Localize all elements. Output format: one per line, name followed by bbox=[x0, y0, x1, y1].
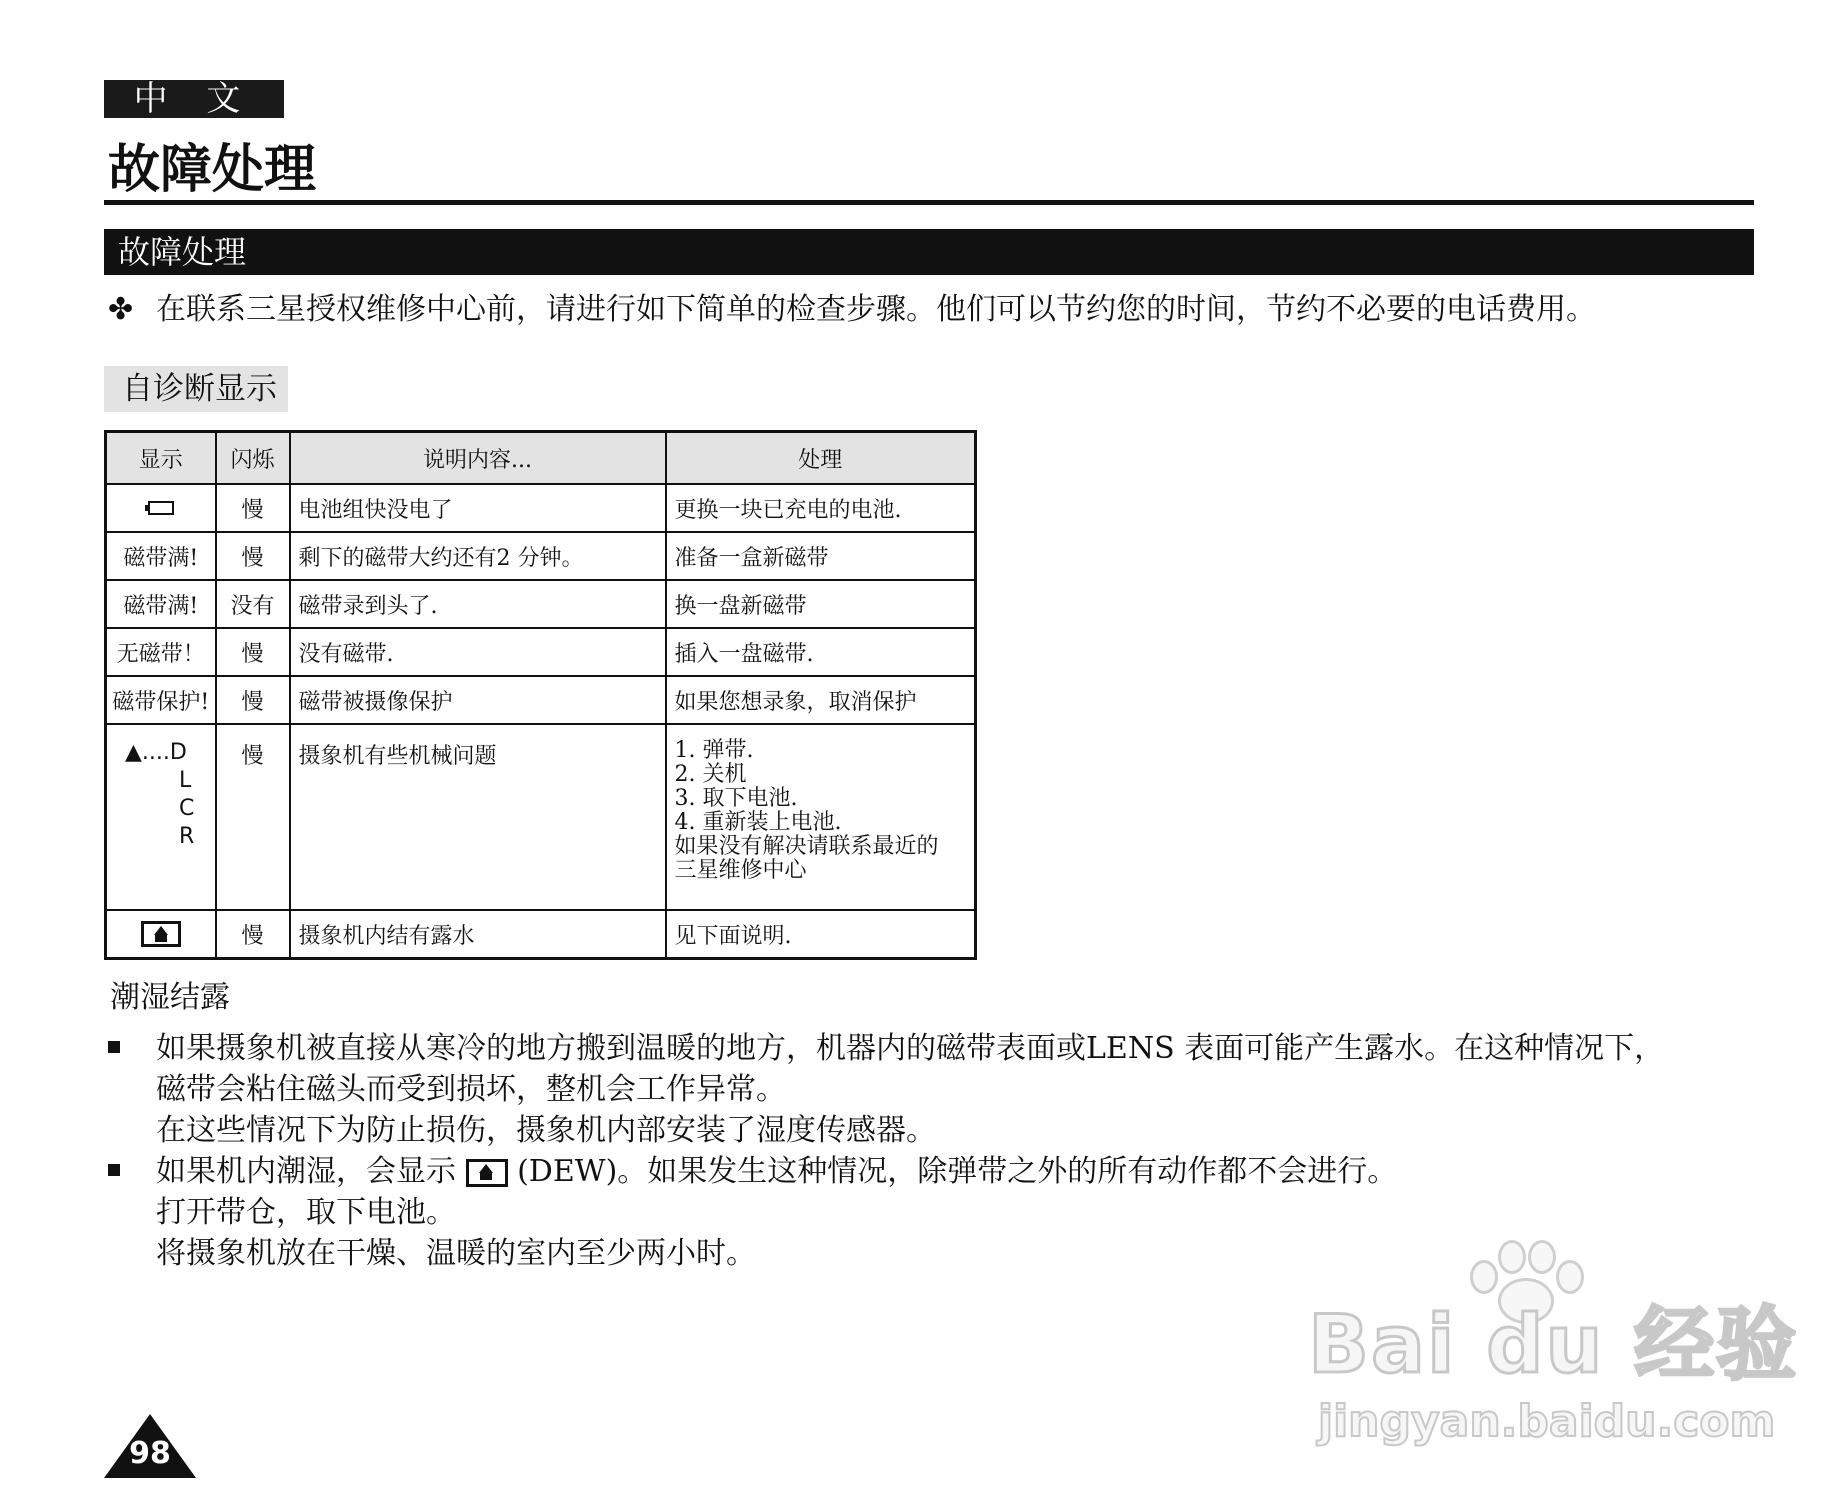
display-cell: 磁带满! bbox=[106, 532, 216, 580]
blink-cell: 慢 bbox=[216, 676, 290, 724]
blink-cell: 慢 bbox=[216, 724, 290, 910]
description-cell: 电池组快没电了 bbox=[290, 484, 666, 532]
paragraph-line: 如果摄象机被直接从寒冷的地方搬到温暖的地方，机器内的磁带表面或LENS 表面可能产生露水。在这种情况下， bbox=[156, 1031, 1665, 1066]
paragraph-line: 将摄象机放在干燥、温暖的室内至少两小时。 bbox=[156, 1236, 756, 1271]
blink-cell: 慢 bbox=[216, 910, 290, 959]
display-cell bbox=[106, 484, 216, 532]
step-line: 如果没有解决请联系最近的 bbox=[674, 834, 939, 859]
description-cell: 磁带录到头了. bbox=[290, 580, 666, 628]
blink-cell: 没有 bbox=[216, 580, 290, 628]
paragraph-text: 如果机内潮湿，会显示 bbox=[156, 1154, 456, 1189]
dlcr-line: ▲....D bbox=[125, 740, 187, 765]
description-cell: 摄象机有些机械问题 bbox=[290, 724, 666, 910]
self-diagnosis-label: 自诊断显示 bbox=[104, 366, 288, 412]
col-header-description: 说明内容... bbox=[290, 432, 666, 485]
action-cell: 更换一块已充电的电池. bbox=[666, 484, 976, 532]
paragraph-line: 磁带会粘住磁头而受到损坏，整机会工作异常。 bbox=[156, 1072, 786, 1107]
step-line: 三星维修中心 bbox=[674, 858, 807, 883]
action-cell: 准备一盒新磁带 bbox=[666, 532, 976, 580]
clover-bullet-icon: ✤ bbox=[108, 292, 134, 327]
table-row bbox=[106, 676, 976, 724]
paragraph-line: 在这些情况下为防止损伤，摄象机内部安装了湿度传感器。 bbox=[156, 1113, 936, 1148]
dlcr-line: L bbox=[179, 768, 192, 793]
description-cell: 磁带被摄像保护 bbox=[290, 676, 666, 724]
dew-icon bbox=[141, 921, 181, 947]
paragraph-line bbox=[156, 1151, 1397, 1192]
intro-note bbox=[108, 290, 1596, 330]
display-cell: 磁带保护! bbox=[106, 676, 216, 724]
display-cell: 磁带满! bbox=[106, 580, 216, 628]
action-cell-steps bbox=[666, 724, 976, 910]
title-rule bbox=[104, 200, 1754, 205]
display-cell bbox=[106, 910, 216, 959]
condensation-title: 潮湿结露 bbox=[110, 980, 230, 1015]
self-diagnosis-table bbox=[104, 430, 977, 960]
watermark-url: jingyan.baidu.com bbox=[1318, 1396, 1776, 1447]
table-row bbox=[106, 724, 976, 910]
table-row bbox=[106, 910, 976, 959]
col-header-blink: 闪烁 bbox=[216, 432, 290, 485]
action-cell: 如果您想录象，取消保护 bbox=[666, 676, 976, 724]
intro-text: 在联系三星授权维修中心前，请进行如下简单的检查步骤。他们可以节约您的时间，节约不必要的电话费用。 bbox=[156, 292, 1596, 327]
description-cell: 剩下的磁带大约还有2 分钟。 bbox=[290, 532, 666, 580]
blink-cell: 慢 bbox=[216, 628, 290, 676]
page-title: 故障处理 bbox=[108, 140, 317, 200]
condensation-paragraph-1 bbox=[108, 1028, 1664, 1151]
square-bullet-icon bbox=[108, 1041, 120, 1053]
dlcr-line: R bbox=[179, 824, 195, 849]
step-line: 3. 取下电池. bbox=[674, 786, 798, 811]
paragraph-line: 打开带仓，取下电池。 bbox=[156, 1195, 456, 1230]
dlcr-line: C bbox=[179, 796, 195, 821]
table-header-row bbox=[106, 432, 976, 485]
dew-icon bbox=[466, 1159, 508, 1187]
action-cell: 插入一盘磁带. bbox=[666, 628, 976, 676]
col-header-action: 处理 bbox=[666, 432, 976, 485]
description-cell: 没有磁带. bbox=[290, 628, 666, 676]
col-header-display: 显示 bbox=[106, 432, 216, 485]
step-line: 4. 重新装上电池. bbox=[674, 810, 842, 835]
table-row bbox=[106, 628, 976, 676]
step-line: 2. 关机 bbox=[674, 762, 747, 787]
table-row bbox=[106, 580, 976, 628]
table-row bbox=[106, 484, 976, 532]
blink-cell: 慢 bbox=[216, 484, 290, 532]
watermark-brand: Bai du 经验 bbox=[1308, 1298, 1799, 1391]
display-cell: 无磁带！ bbox=[106, 628, 216, 676]
battery-icon bbox=[148, 501, 174, 515]
paragraph-text: (DEW)。如果发生这种情况，除弹带之外的所有动作都不会进行。 bbox=[517, 1154, 1398, 1189]
square-bullet-icon bbox=[108, 1164, 120, 1176]
action-cell: 见下面说明. bbox=[666, 910, 976, 959]
section-heading: 故障处理 bbox=[104, 229, 1754, 275]
display-cell-dlcr bbox=[106, 724, 216, 910]
page-number: 98 bbox=[129, 1436, 171, 1471]
table-row bbox=[106, 532, 976, 580]
blink-cell: 慢 bbox=[216, 532, 290, 580]
condensation-paragraph-2 bbox=[108, 1151, 1397, 1274]
language-tab: 中 文 bbox=[104, 80, 284, 118]
action-cell: 换一盘新磁带 bbox=[666, 580, 976, 628]
description-cell: 摄象机内结有露水 bbox=[290, 910, 666, 959]
step-line: 1. 弹带. bbox=[674, 738, 754, 763]
